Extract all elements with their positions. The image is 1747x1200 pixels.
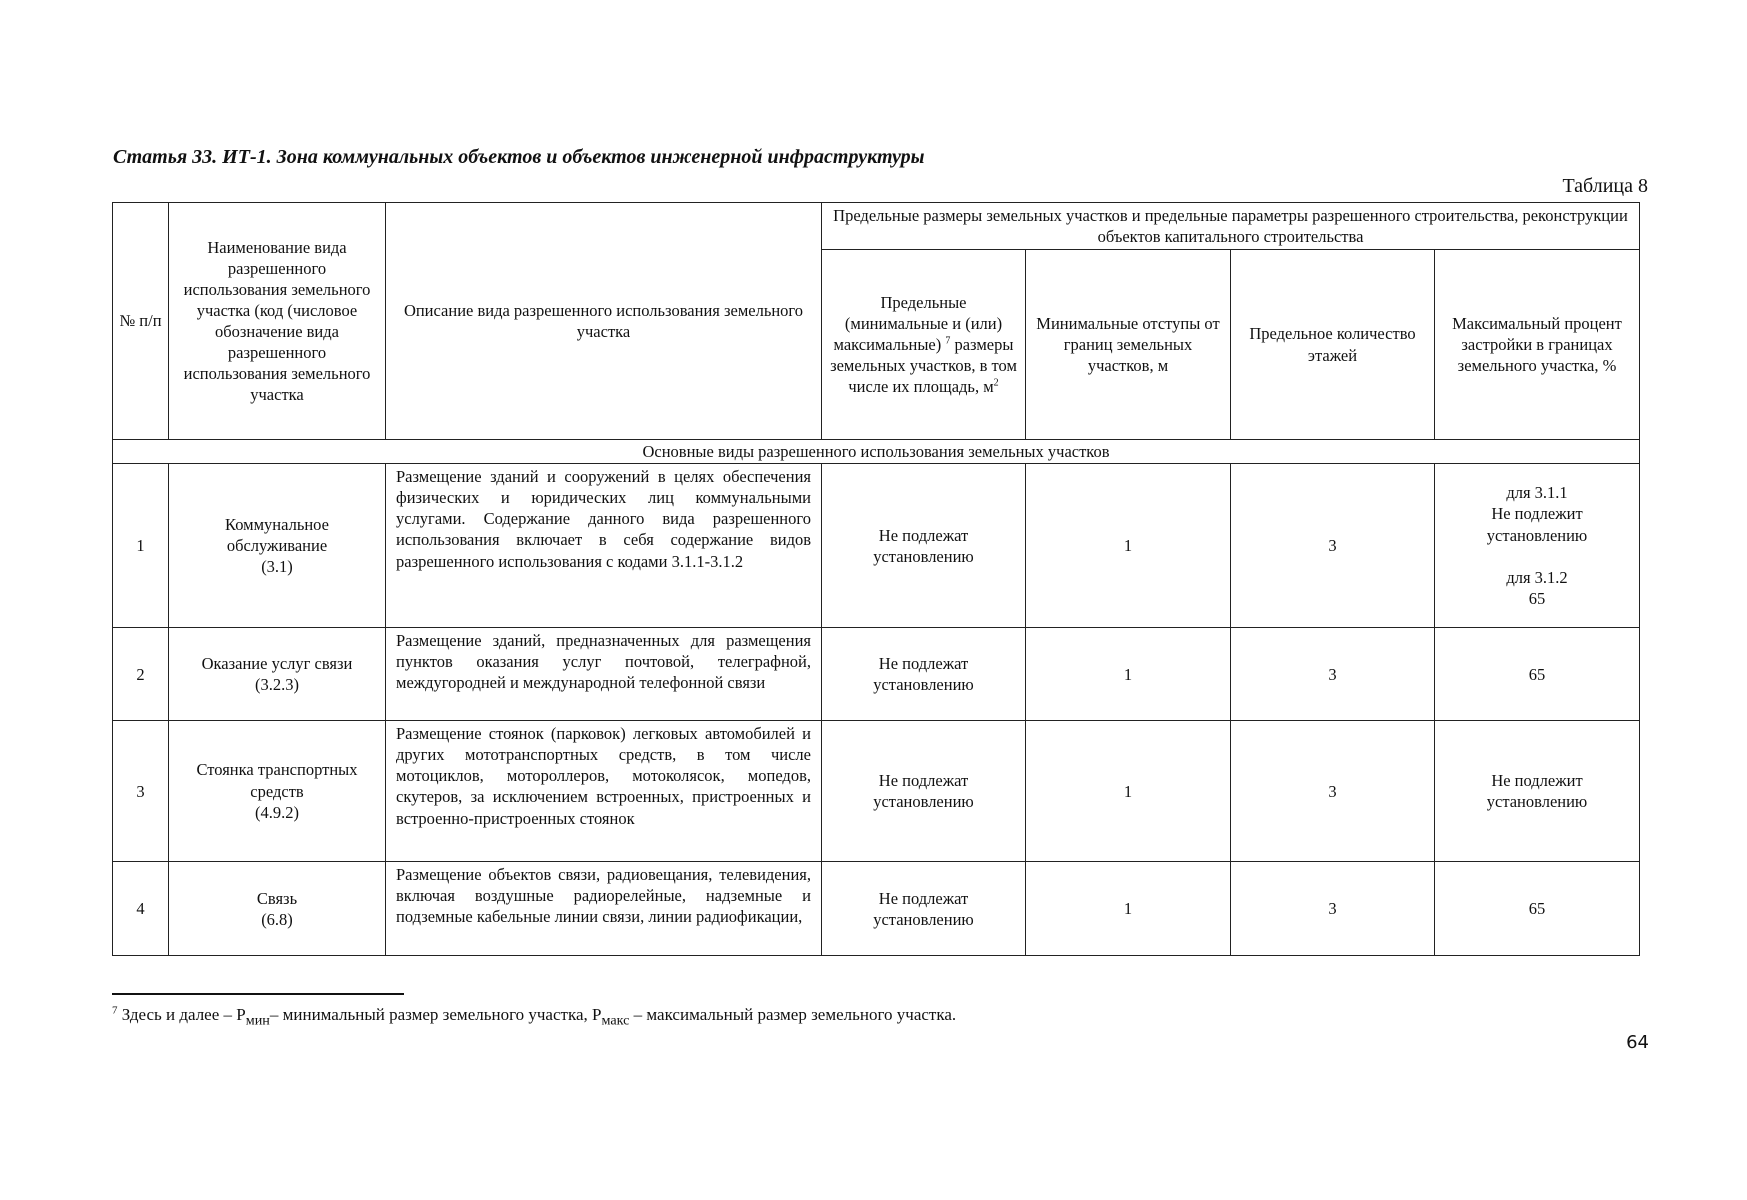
row-sizes: Не подлежат установлению [822, 721, 1026, 862]
header-sizes-text: Предельные (минимальные и (или) максимальные) [833, 292, 1003, 354]
row-num: 3 [113, 721, 169, 862]
row-coverage [1435, 464, 1640, 628]
row-name [169, 464, 386, 628]
footnote-sub-min: мин [245, 1012, 270, 1029]
header-limits-group: Предельные размеры земельных участков и предельные параметры разрешенного строительства, реконструкции объектов капитального строительства [822, 203, 1640, 250]
row-num: 1 [113, 464, 169, 628]
row-sizes: Не подлежат установлению [822, 628, 1026, 721]
row-name-text: Коммунальное обслуживание [225, 514, 329, 556]
row-description: Размещение зданий и сооружений в целях обеспечения физических и юридических лиц коммунальными услугами. Содержание данного вида разрешенного использования включает в себя содержание видов разрешенного использования с кодами 3.1.1-3.1.2 [386, 464, 822, 628]
article-heading: Статья 33. ИТ-1. Зона коммунальных объектов и объектов инженерной инфраструктуры [113, 146, 925, 168]
row-code: (3.2.3) [255, 675, 299, 695]
footnote [112, 1005, 956, 1029]
row-num: 2 [113, 628, 169, 721]
row-coverage: 65 [1435, 628, 1640, 721]
header-name: Наименование вида разрешенного использования земельного участка (код (числовое обозначение вида разрешенного использования земельного участка [169, 203, 386, 440]
header-sizes-tail: размеры земельных участков, в том числе их площадь, м [830, 334, 1017, 397]
row-setbacks: 1 [1026, 862, 1231, 956]
row-code: (4.9.2) [255, 802, 299, 822]
row-coverage: 65 [1435, 862, 1640, 956]
header-sizes-unit-sup: 2 [993, 377, 999, 389]
row-name-text: Связь [256, 888, 298, 908]
row-description: Размещение объектов связи, радиовещания, телевидения, включая воздушные радиорелейные, надземные и подземные кабельные линии связи, линии радиофикации, [386, 862, 822, 956]
header-num: № п/п [113, 203, 169, 440]
row-coverage: Не подлежит установлению [1435, 721, 1640, 862]
page-number: 64 [1626, 1032, 1649, 1053]
section-title: Основные виды разрешенного использования земельных участков [113, 440, 1640, 464]
row-floors: 3 [1231, 721, 1435, 862]
row-setbacks: 1 [1026, 628, 1231, 721]
row-name-text: Оказание услуг связи [201, 654, 353, 673]
row-floors: 3 [1231, 628, 1435, 721]
row-sizes: Не подлежат установлению [822, 464, 1026, 628]
table-label: Таблица 8 [1562, 175, 1648, 197]
row-name-text: Стоянка транспортных средств [196, 760, 358, 801]
footnote-sub-max: макс [601, 1012, 630, 1029]
header-row-1 [113, 203, 1640, 250]
row-description: Размещение стоянок (парковок) легковых автомобилей и других мототранспортных средств, в том числе мотоциклов, мотороллеров, мотоколясок, мопедов, скутеров, за исключением встроенных, пристроенных и встроенно-пристроенных стоянок [386, 721, 822, 862]
coverage-label-b: для 3.1.2 [1506, 567, 1568, 587]
table-row [113, 862, 1640, 956]
header-setbacks: Минимальные отступы от границ земельных участков, м [1026, 250, 1231, 440]
section-row [113, 440, 1640, 464]
row-floors: 3 [1231, 862, 1435, 956]
row-name [169, 628, 386, 721]
coverage-value-a: Не подлежит установлению [1486, 504, 1588, 545]
header-sizes [822, 250, 1026, 440]
footnote-text-c: – максимальный размер земельного участка. [629, 1005, 957, 1024]
row-name [169, 862, 386, 956]
row-sizes: Не подлежат установлению [822, 862, 1026, 956]
row-name [169, 721, 386, 862]
footnote-divider [112, 993, 404, 995]
row-code: (6.8) [261, 909, 293, 929]
footnote-mark: 7 [112, 1004, 118, 1017]
table-row [113, 464, 1640, 628]
row-code: (3.1) [261, 557, 293, 577]
row-floors: 3 [1231, 464, 1435, 628]
footnote-text-b: – минимальный размер земельного участка, Р [269, 1005, 602, 1024]
row-setbacks: 1 [1026, 464, 1231, 628]
header-description: Описание вида разрешенного использования земельного участка [386, 203, 822, 440]
row-setbacks: 1 [1026, 721, 1231, 862]
header-floors: Предельное количество этажей [1231, 250, 1435, 440]
coverage-label-a: для 3.1.1 [1506, 483, 1568, 503]
table-row [113, 628, 1640, 721]
header-coverage: Максимальный процент застройки в границах земельного участка, % [1435, 250, 1640, 440]
row-num: 4 [113, 862, 169, 956]
row-description: Размещение зданий, предназначенных для размещения пунктов оказания услуг почтовой, телеграфной, междугородней и международной телефонной связи [386, 628, 822, 721]
footnote-text-a: Здесь и далее – Р [117, 1005, 246, 1024]
zoning-table [112, 202, 1640, 956]
table-row [113, 721, 1640, 862]
coverage-value-b: 65 [1528, 588, 1546, 608]
header-sizes-footnote-mark: 7 [945, 335, 951, 347]
